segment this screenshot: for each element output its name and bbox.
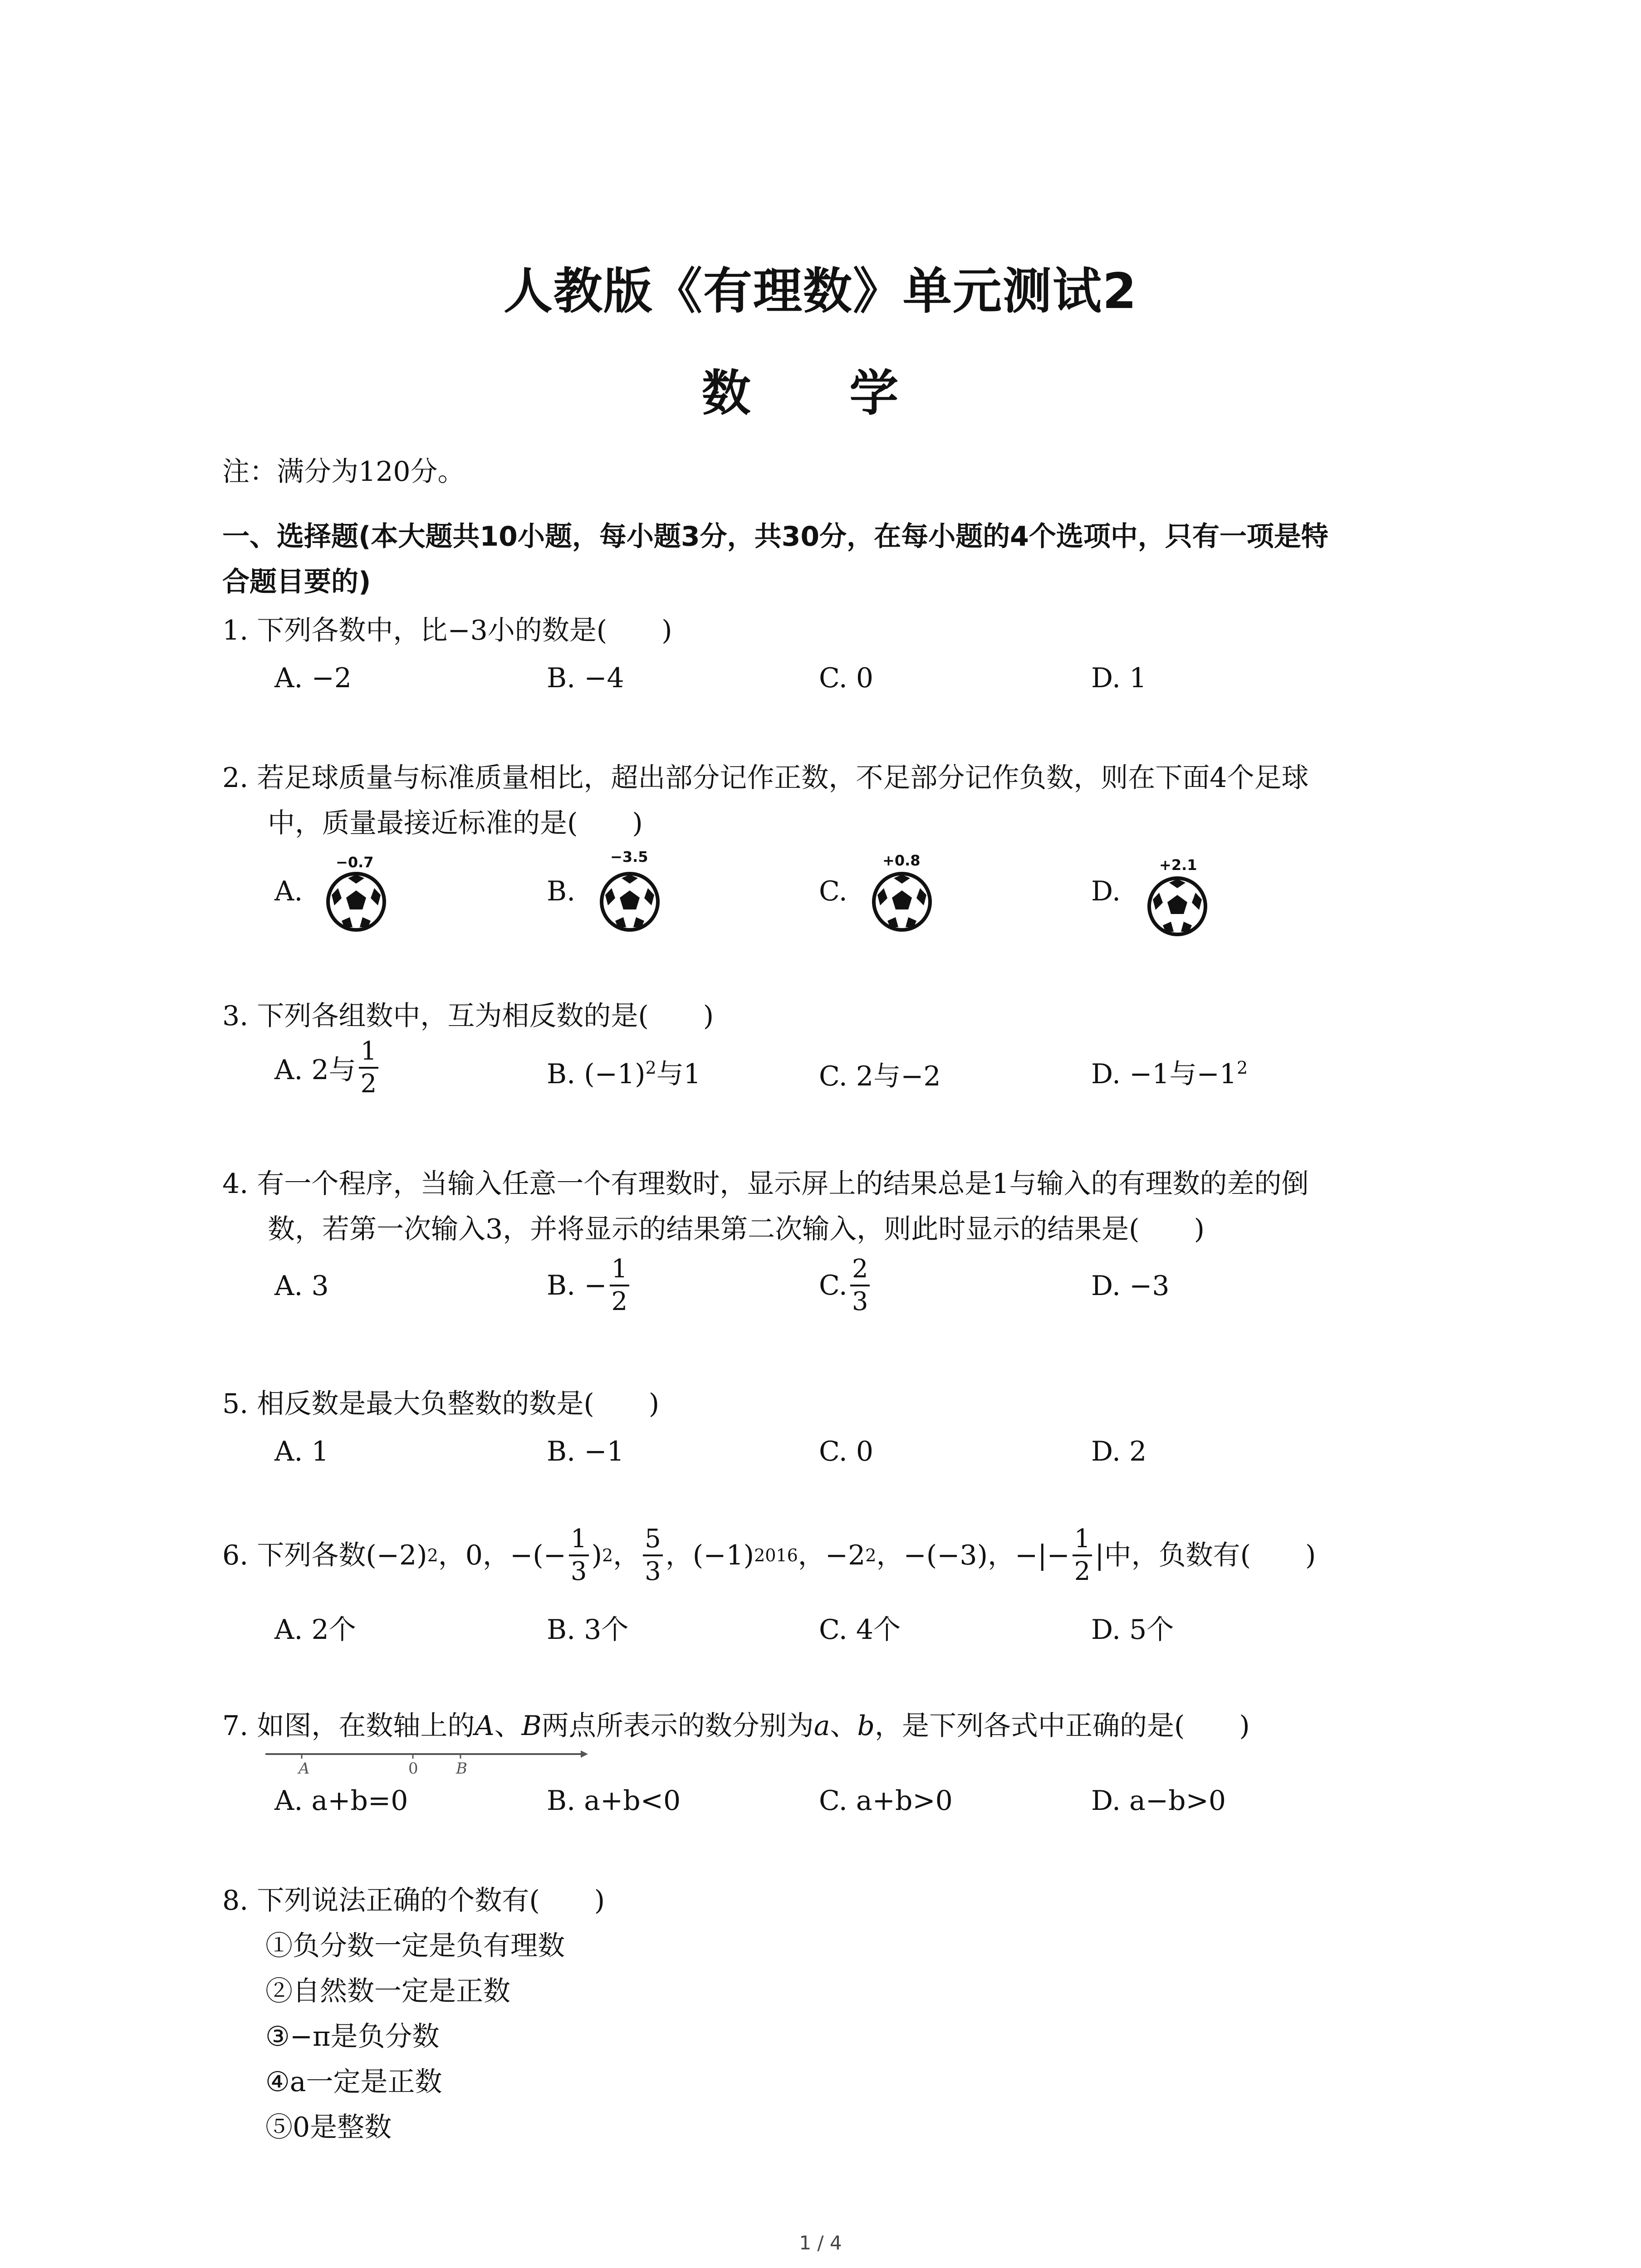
stem-text: 两点所表示的数分别为 bbox=[541, 1710, 814, 1742]
denominator: 2 bbox=[1074, 1557, 1091, 1586]
stem-text: 、 bbox=[830, 1710, 857, 1742]
page-number: 1 / 4 bbox=[799, 2232, 842, 2254]
statement-item: ⑤0是整数 bbox=[265, 2112, 392, 2143]
option-text: D. −1与−1 bbox=[1091, 1058, 1237, 1090]
stem-text: 、 bbox=[494, 1710, 522, 1742]
option-b bbox=[547, 1256, 632, 1315]
option-a: A. 2个 bbox=[274, 1614, 356, 1646]
ball-label-a: −0.7 bbox=[336, 854, 374, 871]
option-d: D. 5个 bbox=[1091, 1614, 1174, 1646]
option-b: B. −1 bbox=[547, 1436, 624, 1467]
option-a: A. bbox=[274, 875, 303, 907]
question-stem-line1: 2. 若足球质量与标准质量相比，超出部分记作正数，不足部分记作负数，则在下面4个足球 bbox=[222, 762, 1309, 794]
option-text: A. 2与 bbox=[274, 1054, 356, 1086]
stem-text: ，是下列各式中正确的是( ) bbox=[874, 1710, 1250, 1742]
option-d bbox=[1091, 1052, 1248, 1091]
point-a-label: A bbox=[475, 1710, 495, 1742]
option-c: C. 0 bbox=[819, 662, 874, 694]
denominator: 2 bbox=[611, 1287, 628, 1316]
score-note: 注：满分为120分。 bbox=[222, 456, 465, 488]
soccer-ball-icon bbox=[870, 870, 934, 934]
numerator: 1 bbox=[359, 1039, 379, 1069]
question-stem: 5. 相反数是最大负整数的数是( ) bbox=[222, 1388, 660, 1420]
exponent: 2 bbox=[427, 1545, 438, 1565]
exponent: 2016 bbox=[754, 1545, 798, 1565]
numerator: 5 bbox=[643, 1526, 663, 1556]
option-a: A. a+b=0 bbox=[274, 1785, 408, 1817]
axis-label-zero: 0 bbox=[408, 1760, 418, 1778]
axis-label-b: B bbox=[456, 1760, 467, 1778]
subject-heading: 数 学 bbox=[701, 365, 940, 422]
question-stem bbox=[222, 1526, 1316, 1584]
option-a: A. 1 bbox=[274, 1436, 329, 1467]
page-title: 人教版《有理数》单元测试2 bbox=[503, 263, 1138, 320]
option-d: D. a−b>0 bbox=[1091, 1785, 1226, 1817]
question-stem bbox=[222, 1710, 1250, 1742]
variable-a: a bbox=[813, 1710, 830, 1742]
option-c: C. bbox=[819, 875, 847, 907]
statement-item: ③−π是负分数 bbox=[265, 2021, 440, 2053]
numerator: 1 bbox=[610, 1256, 630, 1286]
question-stem: 8. 下列说法正确的个数有( ) bbox=[222, 1885, 605, 1916]
option-c bbox=[819, 1256, 872, 1315]
stem-text: ，−(−3)，−|− bbox=[876, 1540, 1070, 1571]
number-line-diagram bbox=[263, 1743, 590, 1779]
question-stem-line2: 数，若第一次输入3，并将显示的结果第二次输入，则此时显示的结果是( ) bbox=[268, 1213, 1205, 1245]
option-b bbox=[547, 1052, 701, 1091]
option-b: B. −4 bbox=[547, 662, 624, 694]
stem-text: ，−2 bbox=[798, 1540, 866, 1571]
option-text: 与1 bbox=[656, 1058, 701, 1090]
variable-b: b bbox=[857, 1710, 875, 1742]
point-b-label: B bbox=[521, 1710, 542, 1742]
numerator: 1 bbox=[569, 1526, 589, 1556]
option-d: D. 1 bbox=[1091, 662, 1147, 694]
question-stem: 3. 下列各组数中，互为相反数的是( ) bbox=[222, 1000, 714, 1032]
stem-text: ，0，−(− bbox=[438, 1540, 566, 1571]
denominator: 2 bbox=[360, 1069, 377, 1099]
option-b: B. a+b<0 bbox=[547, 1785, 681, 1817]
question-stem: 1. 下列各数中，比−3小的数是( ) bbox=[222, 615, 672, 646]
fraction bbox=[569, 1526, 589, 1584]
stem-text: 6. 下列各数(−2) bbox=[222, 1540, 427, 1571]
stem-text: ) bbox=[591, 1540, 602, 1571]
option-d: D. −3 bbox=[1091, 1270, 1170, 1302]
ball-label-d: +2.1 bbox=[1159, 856, 1197, 874]
option-c: C. 2与−2 bbox=[819, 1061, 941, 1092]
section-heading-line1: 一、选择题(本大题共10小题，每小题3分，共30分，在每小题的4个选项中，只有一项是特 bbox=[222, 521, 1328, 552]
denominator: 3 bbox=[570, 1557, 587, 1586]
exponent: 2 bbox=[1237, 1058, 1248, 1078]
option-a: A. −2 bbox=[274, 662, 352, 694]
soccer-ball-icon bbox=[1146, 875, 1209, 938]
option-text: C. bbox=[819, 1270, 847, 1301]
denominator: 3 bbox=[645, 1557, 661, 1586]
soccer-ball-icon bbox=[598, 870, 661, 934]
option-text: B. − bbox=[547, 1270, 607, 1301]
option-c: C. 4个 bbox=[819, 1614, 901, 1646]
stem-text: 7. 如图，在数轴上的 bbox=[222, 1710, 475, 1742]
option-text: B. (−1) bbox=[547, 1058, 646, 1090]
option-a bbox=[274, 1036, 381, 1099]
exponent: 2 bbox=[602, 1545, 613, 1565]
fraction bbox=[643, 1526, 663, 1584]
option-b: B. 3个 bbox=[547, 1614, 629, 1646]
fraction bbox=[359, 1036, 379, 1099]
stem-text: ，(−1) bbox=[665, 1540, 754, 1571]
option-c: C. 0 bbox=[819, 1436, 874, 1467]
option-d: D. bbox=[1091, 875, 1121, 907]
fraction bbox=[1073, 1526, 1092, 1584]
soccer-ball-icon bbox=[324, 870, 388, 934]
exponent: 2 bbox=[865, 1545, 877, 1565]
exponent: 2 bbox=[645, 1058, 656, 1078]
question-stem-line2: 中，质量最接近标准的是( ) bbox=[268, 807, 643, 839]
numerator: 2 bbox=[850, 1256, 870, 1286]
axis-label-a: A bbox=[299, 1760, 310, 1778]
option-b: B. bbox=[547, 875, 576, 907]
fraction bbox=[610, 1256, 630, 1315]
section-heading-line2: 合题目要的) bbox=[222, 566, 371, 598]
numerator: 1 bbox=[1073, 1526, 1092, 1556]
denominator: 3 bbox=[852, 1287, 868, 1316]
fraction bbox=[850, 1256, 870, 1315]
stem-text: |中，负数有( ) bbox=[1095, 1540, 1316, 1571]
statement-item: ④a一定是正数 bbox=[265, 2066, 442, 2098]
statement-item: ①负分数一定是负有理数 bbox=[265, 1930, 565, 1962]
statement-item: ②自然数一定是正数 bbox=[265, 1975, 510, 2007]
ball-label-b: −3.5 bbox=[610, 848, 648, 865]
question-stem-line1: 4. 有一个程序，当输入任意一个有理数时，显示屏上的结果总是1与输入的有理数的差的倒 bbox=[222, 1168, 1309, 1200]
ball-label-c: +0.8 bbox=[882, 852, 921, 869]
option-c: C. a+b>0 bbox=[819, 1785, 953, 1817]
option-d: D. 2 bbox=[1091, 1436, 1147, 1467]
option-a: A. 3 bbox=[274, 1270, 329, 1302]
stem-text: ， bbox=[613, 1540, 641, 1571]
